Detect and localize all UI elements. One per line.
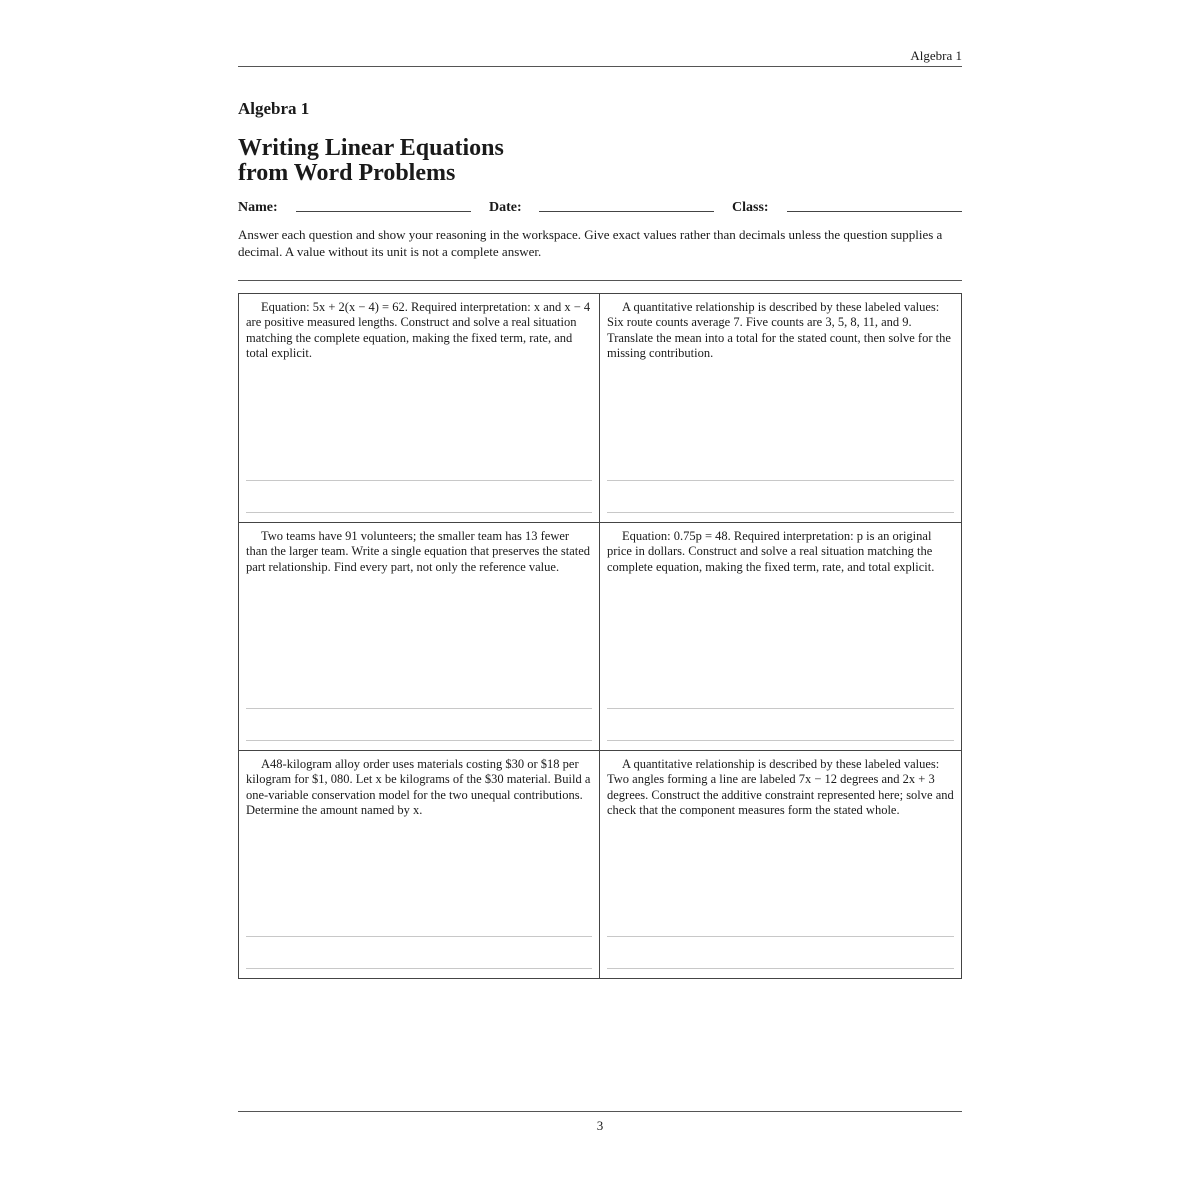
question-grid bbox=[238, 293, 962, 979]
answer-line[interactable] bbox=[607, 480, 954, 481]
name-field[interactable] bbox=[296, 211, 471, 212]
question-text: Two teams have 91 volunteers; the smaller team has 13 fewer than the larger team. Write a single equation that preserves the stated part relationship. Find every part, not only the reference value. bbox=[246, 529, 591, 574]
question-cell-4 bbox=[600, 522, 961, 750]
question-cell-3 bbox=[239, 522, 600, 750]
answer-line[interactable] bbox=[246, 936, 592, 937]
answer-line[interactable] bbox=[607, 936, 954, 937]
running-header: Algebra 1 bbox=[238, 47, 962, 67]
class-label: Class: bbox=[732, 200, 769, 215]
name-label: Name: bbox=[238, 200, 278, 215]
question-text: A quantitative relationship is described by these labeled values: Two angles forming a line are labeled 7x − 12 degrees and 2x + 3 degrees. Construct the additive constraint represented here; solve and check that the component measures form the stated whole. bbox=[607, 757, 954, 817]
page-number: 3 bbox=[596, 1118, 604, 1133]
question-cell-2 bbox=[600, 294, 961, 522]
section-divider bbox=[238, 280, 962, 281]
title-line-1: Writing Linear Equations bbox=[238, 135, 504, 161]
date-field[interactable] bbox=[539, 211, 714, 212]
date-label: Date: bbox=[489, 200, 522, 215]
answer-line[interactable] bbox=[246, 708, 592, 709]
worksheet-page bbox=[238, 0, 962, 1200]
answer-line[interactable] bbox=[246, 480, 592, 481]
answer-line[interactable] bbox=[607, 968, 954, 969]
question-cell-1 bbox=[239, 294, 600, 522]
question-cell-5 bbox=[239, 750, 600, 978]
course-label: Algebra 1 bbox=[238, 99, 310, 118]
question-text: A48-kilogram alloy order uses materials costing $30 or $18 per kilogram for $1, 080. Let x be kilograms of the $30 material. Build a one-variable conservation model for the two unequal contributions. Determine the amount named by x. bbox=[246, 757, 591, 817]
answer-line[interactable] bbox=[246, 740, 592, 741]
answer-line[interactable] bbox=[607, 512, 954, 513]
title-line-2: from Word Problems bbox=[238, 160, 456, 186]
footer-rule bbox=[238, 1111, 962, 1112]
question-text: Equation: 0.75p = 48. Required interpretation: p is an original price in dollars. Construct and solve a real situation matching the complete equation, making the fixed term, rate, and total explicit. bbox=[607, 529, 935, 574]
student-info-row bbox=[238, 200, 962, 218]
question-text: A quantitative relationship is described by these labeled values: Six route counts average 7. Five counts are 3, 5, 8, 11, and 9. Translate the mean into a total for the stated count, then solve for the missing contribution. bbox=[607, 300, 951, 360]
answer-line[interactable] bbox=[607, 708, 954, 709]
class-field[interactable] bbox=[787, 211, 962, 212]
answer-line[interactable] bbox=[246, 512, 592, 513]
answer-line[interactable] bbox=[246, 968, 592, 969]
instructions: Answer each question and show your reasoning in the workspace. Give exact values rather than decimals unless the question supplies a decimal. A value without its unit is not a complete answer. bbox=[238, 227, 943, 259]
question-cell-6 bbox=[600, 750, 961, 978]
page-title bbox=[238, 136, 504, 186]
question-text: Equation: 5x + 2(x − 4) = 62. Required interpretation: x and x − 4 are positive measured lengths. Construct and solve a real situation matching the complete equation, making the fixed term, rate, and total explicit. bbox=[246, 300, 591, 360]
answer-line[interactable] bbox=[607, 740, 954, 741]
